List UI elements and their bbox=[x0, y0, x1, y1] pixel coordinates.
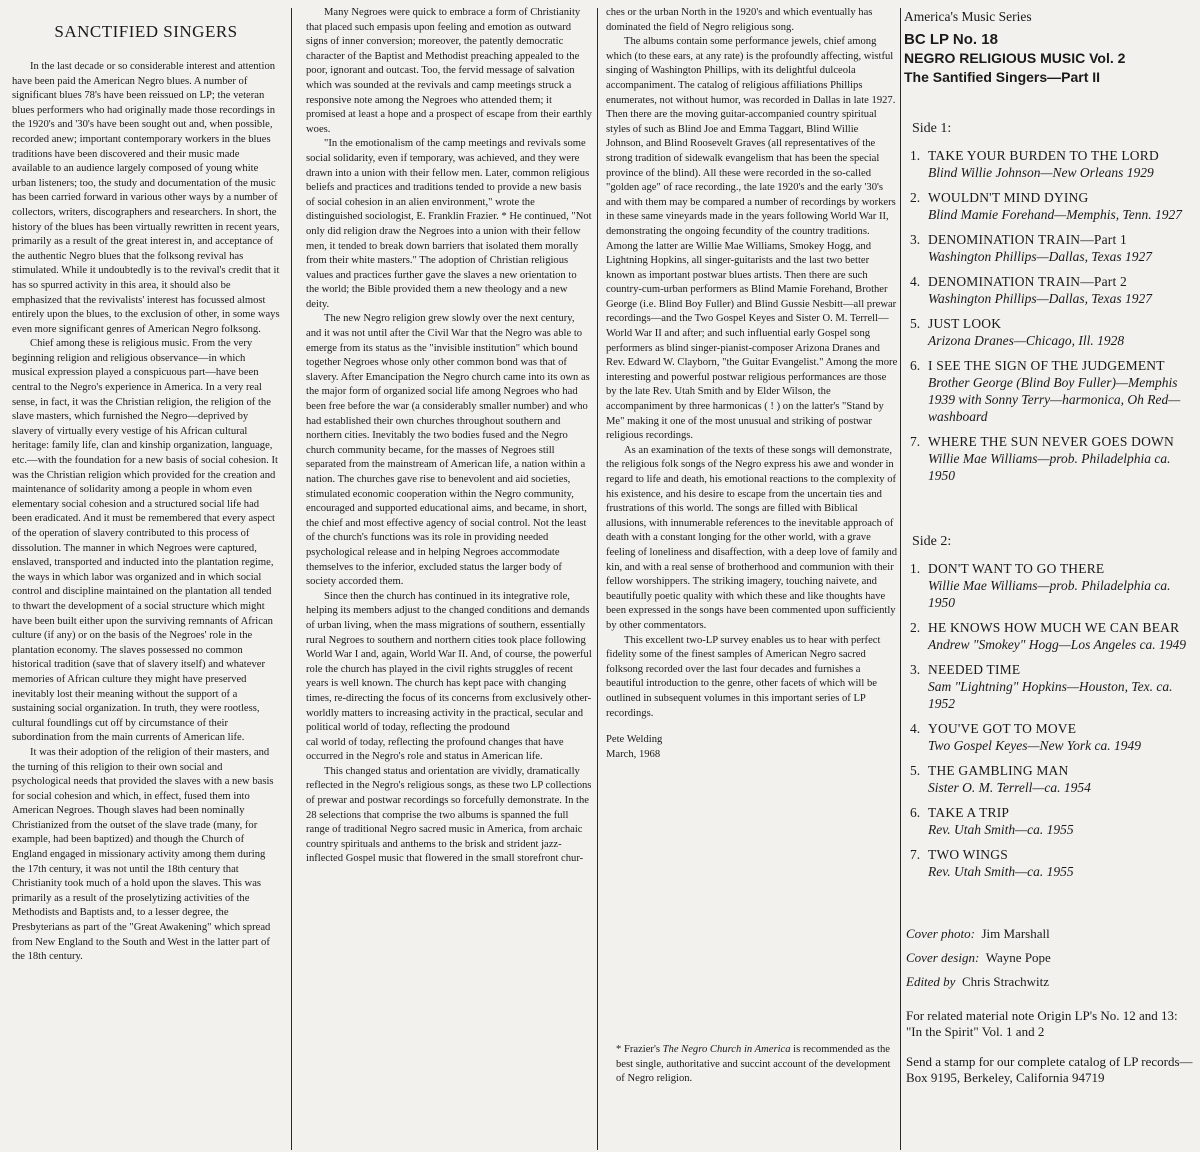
track-title: DON'T WANT TO GO THERE bbox=[928, 561, 1105, 576]
track-listing-column bbox=[904, 0, 1194, 1152]
track-performer: Brother George (Blind Boy Fuller)—Memphis 1939 with Sonny Terry—harmonica, Oh Red—washboard bbox=[928, 375, 1181, 424]
credit-value: Chris Strachwitz bbox=[961, 974, 1049, 989]
track-item bbox=[910, 147, 1194, 181]
track-item bbox=[910, 846, 1194, 880]
footnote-suffix: is recommended as the best single, authoritative and succint account of the development of Negro religion. bbox=[616, 1044, 891, 1085]
essay-column-2 bbox=[306, 0, 592, 1152]
track-item bbox=[910, 720, 1194, 754]
credit-line bbox=[906, 946, 1194, 970]
track-number: 1. bbox=[910, 561, 921, 576]
track-details bbox=[928, 231, 1194, 265]
essay-column-3 bbox=[606, 0, 898, 1152]
track-title: DENOMINATION TRAIN—Part 2 bbox=[928, 274, 1127, 289]
track-details bbox=[928, 560, 1194, 611]
track-performer: Arizona Dranes—Chicago, Ill. 1928 bbox=[928, 333, 1125, 348]
track-details bbox=[928, 273, 1194, 307]
track-title: YOU'VE GOT TO MOVE bbox=[928, 721, 1077, 736]
essay-paragraph: It was their adoption of the religion of their masters, and the turning of this religion to their own social and psychological needs that provided the slaves with a new basis for social cohesion and which, in effect, fused them into American Negroes. Though slaves had been nominally Christianized from the outset of the slave trade (many, for example, had been baptized) and though the Church of England engaged in missionary activity among them during the 17th century, it was not until the 18th century that Christianity took much of a hold upon the slaves. This was primarily as a result of the proselytizing activities of the Methodists and Baptists and, to a lesser degree, the Presbyterians as part of the "Great Awakening" which spread from New England to the South and West in the latter part of the 18th century. bbox=[12, 746, 274, 963]
track-item bbox=[910, 433, 1194, 484]
track-number: 4. bbox=[910, 721, 921, 736]
track-title: TAKE YOUR BURDEN TO THE LORD bbox=[928, 148, 1159, 163]
track-number: 1. bbox=[910, 148, 921, 163]
track-item bbox=[910, 560, 1194, 611]
credits bbox=[906, 922, 1194, 994]
track-performer: Two Gospel Keyes—New York ca. 1949 bbox=[928, 738, 1142, 753]
series-name: America's Music Series bbox=[904, 9, 1032, 24]
track-title: WOULDN'T MIND DYING bbox=[928, 190, 1089, 205]
track-item bbox=[910, 315, 1194, 349]
track-number: 2. bbox=[910, 620, 921, 635]
track-number: 7. bbox=[910, 847, 921, 862]
track-performer: Blind Willie Johnson—New Orleans 1929 bbox=[928, 165, 1154, 180]
track-item bbox=[910, 189, 1194, 223]
essay-paragraph: This excellent two-LP survey enables us to hear with perfect fidelity some of the finest samples of American Negro sacred folksong recorded over the last four decades and furnishes a beautiful introduction to the genre, other facets of which will be outlined in subsequent volumes in this important series of LP recordings. bbox=[606, 634, 881, 719]
track-performer: Willie Mae Williams—prob. Philadelphia ca. 1950 bbox=[928, 451, 1171, 483]
side-1-tracks bbox=[904, 147, 1194, 484]
credit-label: Cover photo: bbox=[906, 926, 975, 941]
track-details bbox=[928, 720, 1194, 754]
track-item bbox=[910, 231, 1194, 265]
track-performer: Rev. Utah Smith—ca. 1955 bbox=[928, 864, 1074, 879]
related-material-note: For related material note Origin LP's No. 12 and 13: "In the Spirit" Vol. 1 and 2 bbox=[906, 1008, 1178, 1039]
track-details bbox=[928, 762, 1194, 796]
essay-paragraph: This changed status and orientation are vividly, dramatically reflected in the Negro's religious songs, as these two LP collections of prewar and postwar recordings so forcefully demonstrate. In the 28 selections that comprise the two albums is spanned the full range of traditional Negro sacred music in America, from archaic country spirituals and anthems to the brisk and strident jazz-inflected Gospel music that flowered in the small storefront chur- bbox=[306, 765, 592, 865]
essay-paragraphs-1 bbox=[12, 60, 280, 965]
essay-title: SANCTIFIED SINGERS bbox=[54, 22, 238, 41]
track-details bbox=[928, 433, 1194, 484]
track-item bbox=[910, 762, 1194, 796]
credit-value: Jim Marshall bbox=[981, 926, 1050, 941]
track-performer: Washington Phillips—Dallas, Texas 1927 bbox=[928, 249, 1153, 264]
side-2-tracks bbox=[904, 560, 1194, 880]
essay-paragraph: cal world of today, reflecting the profound changes that have occurred in the Negro's role and status in American life. bbox=[306, 736, 564, 763]
credit-value: Wayne Pope bbox=[985, 950, 1051, 965]
essay-paragraph: The new Negro religion grew slowly over the next century, and it was not until after the Civil War that the Negro was able to emerge from its status as the "invisible institution" which bound together Negroes whose only other common bond was that of slavery. After Emancipation the Negro church came into its own as the major form of organized social life among Negroes who had been free before the war (a considerably smaller number) and who had established their own churches throughout southern and northern cities. Inevitably the two bodies fused and the Negro church community became, for the masses of Negroes still separated from the mainstream of American life, a nation within a nation. The churches gave rise to benevolent and aid societies, stimulated economic cooperation within the Negro community, encouraged and supported educational aims, and became, in short, the chief and most effective agency of social control. Not the least of the church's functions was its role in providing needed psychological release and in helping Negroes accommodate themselves to the inferior, excluded status the larger body of society accorded them. bbox=[306, 313, 590, 588]
credit-label: Cover design: bbox=[906, 950, 980, 965]
essay-paragraph: In the last decade or so considerable interest and attention have been paid the American Negro blues. A number of significant blues 78's have been reissued on LP; the veteran blues performers who had originally made those recordings in the 1920's and '30's have been sought out and, when possible, recorded anew; important contemporary workers in the blues traditions have been discovered and their music made available to an audience largely composed of young white urban listeners; too, the study and documentation of the music has been carried forward in various other ways by a number of collectors, writers, discographers and researchers. In short, the history of the blues has been virtually rewritten in recent years, primarily as a result of the great interest in, and acceptance of the authentic Negro blues that the folksong revival has stimulated. While it undoubtedly is to the revival's credit that it has so spurred activity in this area, it should also be emphasized that the revivalists' interest has focussed almost entirely upon the blues, to the exclusion of other, in some ways even more significant genres of American Negro folksong. bbox=[12, 61, 280, 335]
track-title: WHERE THE SUN NEVER GOES DOWN bbox=[928, 434, 1174, 449]
album-subtitle: The Santified Singers—Part II bbox=[904, 69, 1101, 85]
author-signature bbox=[606, 733, 898, 762]
track-number: 5. bbox=[910, 763, 921, 778]
track-item bbox=[910, 804, 1194, 838]
credit-label: Edited by bbox=[906, 974, 956, 989]
credit-line bbox=[906, 922, 1194, 946]
track-title: TWO WINGS bbox=[928, 847, 1008, 862]
track-item bbox=[910, 619, 1194, 653]
track-details bbox=[928, 619, 1194, 653]
track-number: 4. bbox=[910, 274, 921, 289]
track-title: DENOMINATION TRAIN—Part 1 bbox=[928, 232, 1127, 247]
essay-paragraph: ches or the urban North in the 1920's and which eventually has dominated the field of Negro religious song. bbox=[606, 7, 873, 33]
essay-column-1 bbox=[12, 0, 280, 1152]
track-title: JUST LOOK bbox=[928, 316, 1002, 331]
track-details bbox=[928, 804, 1194, 838]
track-title: THE GAMBLING MAN bbox=[928, 763, 1069, 778]
essay-paragraphs-3 bbox=[606, 6, 898, 721]
track-details bbox=[928, 189, 1194, 223]
author-name: Pete Welding bbox=[606, 734, 663, 746]
essay-paragraph: Many Negroes were quick to embrace a form of Christianity that placed such empasis upon feeling and emotion as outward signs of inner conversion; moreover, the patently democratic character of the Baptist and Methodist preaching appealed to the poor, ignorant and outcast. Too, the fervid message of salvation which was sounded at the revivals and camp meetings struck a responsive note among the Negroes who attended them; it promised at least a hope and a prospect of escape from their earthly woes. bbox=[306, 7, 592, 135]
track-item bbox=[910, 273, 1194, 307]
essay-date: March, 1968 bbox=[606, 748, 661, 760]
side-2-label: Side 2: bbox=[912, 534, 952, 549]
track-details bbox=[928, 661, 1194, 712]
track-title: NEEDED TIME bbox=[928, 662, 1021, 677]
footnote-book-title: The Negro Church in America bbox=[662, 1044, 791, 1055]
track-performer: Willie Mae Williams—prob. Philadelphia ca. 1950 bbox=[928, 578, 1171, 610]
track-performer: Sam "Lightning" Hopkins—Houston, Tex. ca. 1952 bbox=[928, 679, 1173, 711]
track-number: 7. bbox=[910, 434, 921, 449]
footnote bbox=[616, 1043, 898, 1087]
track-performer: Sister O. M. Terrell—ca. 1954 bbox=[928, 780, 1091, 795]
track-title: I SEE THE SIGN OF THE JUDGEMENT bbox=[928, 358, 1165, 373]
track-number: 3. bbox=[910, 232, 921, 247]
track-number: 5. bbox=[910, 316, 921, 331]
essay-paragraph: Chief among these is religious music. From the very beginning religion and religious observance—in which musical expression played a conspicuous part—have been central to the Negro's experience in America. In a very real sense, in fact, it was the Christian religion, the religion of the slave masters, which furnished the Negro—deprived by slavery of virtually every vestige of his African cultural heritage: family life, clan and kinship organization, language, etc.—with the foundation for a new basis of social cohesion. It was the Christian religion which provided for the creation and maintenance of solidarity among a people in whom even elementary social cohesion and a structured social life had been eradicated. And it must be remembered that every aspect of the operation of slavery contributed to this process of dissolution. The manner in which Negroes were captured, enslaved, transported and inducted into the plantation regime, the ways in which labor was organized and in which social control and discipline maintained on the plantation all tended to thwart the development of a social structure which might have been built either upon the surviving remnants of African culture (if any) or on the basis of the Negroes' role in the plantation economy. The slaves possessed no common historical tradition (save that of slavery itself) and whatever memories of African culture they might have preserved inevitably lost their meaning without the support of a sustaining social organization. In truth, they were rootless, cultural foundlings cut off by circumstance of their subordination from the main currents of American life. bbox=[12, 338, 278, 744]
side-1-label: Side 1: bbox=[912, 121, 952, 136]
essay-paragraph: "In the emotionalism of the camp meetings and revivals some social solidarity, even if temporary, was achieved, and they were drawn into a union with their fellow men. Later, common religious beliefs and practices and traditions tended to provide a new basis of social cohesion in an alien environment," wrote the distinguished sociologist, E. Franklin Frazier. * He continued, "Not only did religion draw the Negroes into a union with their fellow men, it tended to break down barriers that isolated them morally from their white masters." The adoption of Christian religious values and practices further gave the slaves a new orientation to the world; the Bible provided them a new theology and a new deity. bbox=[306, 138, 592, 310]
track-title: TAKE A TRIP bbox=[928, 805, 1010, 820]
track-title: HE KNOWS HOW MUCH WE CAN BEAR bbox=[928, 620, 1180, 635]
track-performer: Blind Mamie Forehand—Memphis, Tenn. 1927 bbox=[928, 207, 1182, 222]
essay-paragraph: Since then the church has continued in its integrative role, helping its members adjust to the changed conditions and demands of urban living, when the mass migrations of southern, essentially rural Negroes to southern and northern cities took place following World War I and, again, World War II. And, of course, the powerful role the church has played in the civil rights struggles of recent years is well known. The church has kept pace with changing times, re-directing the focus of its concerns from exclusively other-worldly matters to increasing activity in the practical, secular and political world of today, reflecting the prodound bbox=[306, 590, 592, 734]
column-divider-1 bbox=[291, 8, 292, 1150]
catalog-note: Send a stamp for our complete catalog of LP records—Box 9195, Berkeley, California 94719 bbox=[906, 1054, 1193, 1085]
track-details bbox=[928, 147, 1194, 181]
track-details bbox=[928, 846, 1194, 880]
essay-paragraphs-2 bbox=[306, 6, 592, 867]
track-number: 3. bbox=[910, 662, 921, 677]
essay-paragraph: As an examination of the texts of these songs will demonstrate, the religious folk songs of the Negro express his awe and wonder in regard to life and death, his emotional reactions to the complexity of his existence, and his desire to escape from the uncertain ties and frustrations of this world. The songs are filled with Biblical allusions, with innumerable references to the inevitable approach of death with a constant longing for the other world, with a grave feeling of loneliness and disaffection, with a deep love of family and kin, and with a real sense of brotherhood and communion with their fellow worshippers. The striking imagery, touching naivete, and beautifully poetic quality with which these and like thoughts have been expressed in the songs have been commented upon sufficiently by other commentators. bbox=[606, 444, 898, 631]
album-title: NEGRO RELIGIOUS MUSIC Vol. 2 bbox=[904, 50, 1126, 66]
lp-number: BC LP No. 18 bbox=[904, 31, 998, 48]
essay-paragraph: The albums contain some performance jewels, chief among which (to these ears, at any rate) is the profoundly affecting, wistful singing of Washington Phillips, with its delightful dulceola accompaniment. The catalog of religious affiliations Phillips enumerates, not without humor, was recorded in Dallas in late 1927. Then there are the moving guitar-accompanied country spiritual styles of such as Blind Joe and Emma Taggart, Blind Willie Johnson, and Blind Roosevelt Graves (all representatives of the strong tradition of sidewalk evangelism that has been the special province of the blind). All these were recorded in the so-called "golden age" of race recording., the late 1920's and the early '30's and with them may be compared a number of recordings by workers in these same vineyards made in the years following World War II, demonstrating the ongoing fecundity of the country traditions. Among the latter are Willie Mae Williams, Smokey Hogg, and Lightning Hopkins, all singer-guitarists and the last two better known as important postwar blues artists. Then there are such country-cum-urban performers as Blind Mamie Forehand, Brother George (i.e. Blind Boy Fuller) and Blind Gussie Nesbitt—all prewar recordings—and the Two Gospel Keyes and Sister O. M. Terrell—World War II and after; and such influential early Gospel song performers as blind singer-pianist-composer Arizona Dranes and Rev. Edward W. Clayborn, "the Guitar Evangelist." Among the more interesting and powerful postwar religious performances are those by the late Rev. Utah Smith and by Elder Wilson, the accompaniment by three harmonicas ( ! ) on the latter's "Stand by Me" making it one of the most unusual and striking of postwar religious recordings. bbox=[606, 36, 898, 442]
track-details bbox=[928, 357, 1194, 425]
track-details bbox=[928, 315, 1194, 349]
track-item bbox=[910, 357, 1194, 425]
track-number: 6. bbox=[910, 805, 921, 820]
track-number: 6. bbox=[910, 358, 921, 373]
track-performer: Washington Phillips—Dallas, Texas 1927 bbox=[928, 291, 1153, 306]
credit-line bbox=[906, 970, 1194, 994]
track-item bbox=[910, 661, 1194, 712]
track-performer: Andrew "Smokey" Hogg—Los Angeles ca. 1949 bbox=[928, 637, 1187, 652]
column-divider-2 bbox=[597, 8, 598, 1150]
column-divider-3 bbox=[900, 8, 901, 1150]
track-performer: Rev. Utah Smith—ca. 1955 bbox=[928, 822, 1074, 837]
footnote-prefix: * Frazier's bbox=[616, 1044, 663, 1055]
track-number: 2. bbox=[910, 190, 921, 205]
